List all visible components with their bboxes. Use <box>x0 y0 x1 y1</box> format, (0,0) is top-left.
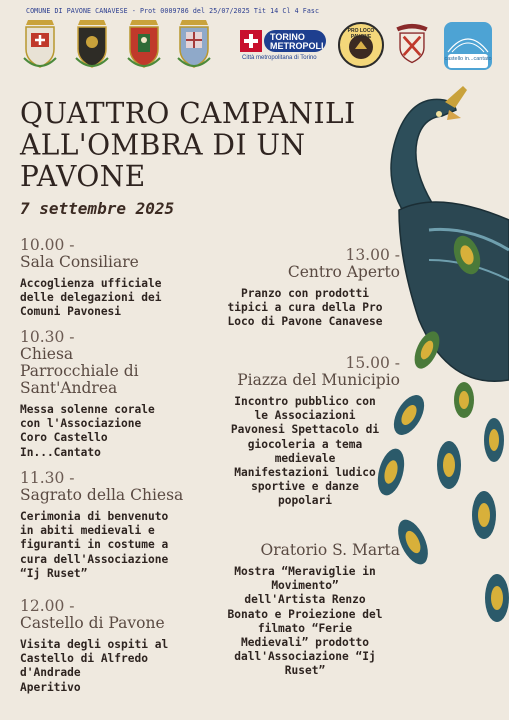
event-oratorio <box>210 542 400 679</box>
title-line-2: ALL'OMBRA DI UN <box>20 127 306 163</box>
event-place: Oratorio S. Marta <box>260 541 400 559</box>
event-description <box>20 638 220 695</box>
event-time: 13.00 - <box>345 246 400 264</box>
torino-metropoli-name: TORINO METROPOLI <box>270 32 324 51</box>
desc-line: Castello di Alfredo <box>20 652 148 666</box>
desc-line: Pranzo con prodotti <box>241 287 369 300</box>
event-time: 12.00 - <box>20 597 75 615</box>
desc-line: Pavonesi Spettacolo di <box>230 423 380 437</box>
desc-line: Bonato e Proiezione del <box>227 607 383 621</box>
protocol-stamp: COMUNE DI PAVONE CANAVESE - Prot 0009786 del 25/07/2025 Tit 14 Cl 4 Fasc <box>26 7 320 15</box>
title-line-3: PAVONE <box>20 158 146 194</box>
event-description <box>210 287 400 330</box>
event-place: Centro Aperto <box>287 263 400 281</box>
pavone-crest-icon <box>20 18 60 74</box>
desc-line: dell'Artista Renzo <box>244 593 366 607</box>
desc-line: medievale <box>274 451 336 465</box>
desc-line: Comuni Pavonesi <box>20 305 122 319</box>
desc-line: “Ij Ruset” <box>20 566 88 580</box>
desc-line: Messa solenne corale <box>20 403 155 416</box>
desc-line: Visita degli ospiti al <box>20 638 169 651</box>
event-1200 <box>20 598 220 695</box>
castle-crest-icon <box>391 22 433 68</box>
event-place: Sala Consiliare <box>20 253 139 271</box>
desc-line: filmato “Ferie <box>257 621 353 635</box>
desc-line: Accoglienza ufficiale <box>20 277 162 290</box>
event-1000 <box>20 237 210 320</box>
event-description <box>20 277 210 320</box>
desc-line: popolari <box>278 494 332 508</box>
title-line-1: QUATTRO CAMPANILI <box>20 95 356 131</box>
desc-line: figuranti in costume a <box>20 538 169 552</box>
event-place: Piazza del Municipio <box>237 371 400 389</box>
desc-line: Mostra “Meraviglie in <box>234 565 376 578</box>
castello-incantato-logo <box>444 22 492 68</box>
event-date: 7 settembre 2025 <box>20 199 175 218</box>
event-place: Castello di Pavone <box>20 614 165 632</box>
samone-crest-icon <box>174 18 214 74</box>
desc-line: dall'Associazione “Ij <box>234 650 376 664</box>
logos-row <box>18 18 498 76</box>
colleretto-crest-icon <box>124 18 164 74</box>
pro-loco-text: PRO LOCO PAVONE <box>347 28 375 40</box>
desc-line: le Associazioni <box>254 409 356 423</box>
desc-line: con l'Associazione <box>20 417 142 431</box>
desc-line: Movimento” <box>271 579 339 593</box>
event-time: 10.00 - <box>20 236 75 254</box>
desc-line: cura dell'Associazione <box>20 552 169 566</box>
event-1130 <box>20 470 220 581</box>
event-time: 11.30 - <box>20 469 75 487</box>
banchette-crest-icon <box>72 18 112 74</box>
event-description <box>20 403 170 460</box>
desc-line: delle delegazioni dei <box>20 291 162 305</box>
desc-line: Aperitivo <box>20 680 81 694</box>
desc-line: Incontro pubblico con <box>234 395 376 408</box>
desc-line: tipici a cura della Pro <box>227 301 383 315</box>
event-place: Sagrato della Chiesa <box>20 486 184 504</box>
desc-line: in abiti medievali e <box>20 524 155 538</box>
castello-text: castello in...cantato <box>444 56 492 62</box>
desc-line: sportive e danze <box>251 480 359 494</box>
event-time: 15.00 - <box>345 354 400 372</box>
desc-line: In...Cantato <box>20 445 101 459</box>
event-1030 <box>20 329 170 460</box>
event-description <box>210 565 400 679</box>
desc-line: Medievali” prodotto <box>241 636 369 650</box>
pro-loco-logo <box>338 22 384 68</box>
event-1500 <box>210 355 400 509</box>
torino-metropoli-logo <box>240 28 328 66</box>
desc-line: Manifestazioni ludico <box>234 466 376 480</box>
castello-incantato-icon <box>444 22 492 70</box>
event-description <box>210 395 400 509</box>
desc-line: d'Andrade <box>20 666 81 680</box>
desc-line: Coro Castello <box>20 431 108 445</box>
torino-metropoli-sub: Città metropolitana di Torino <box>242 55 317 61</box>
desc-line: Ruset” <box>284 664 326 678</box>
desc-line: Loco di Pavone Canavese <box>227 315 383 329</box>
event-time: 10.30 - <box>20 328 75 346</box>
event-description <box>20 510 220 581</box>
poster-title <box>20 95 380 194</box>
event-1300 <box>210 247 400 330</box>
event-place: Chiesa Parrocchiale di Sant'Andrea <box>20 345 139 397</box>
desc-line: giocoleria a tema <box>247 437 363 451</box>
desc-line: Cerimonia di benvenuto <box>20 510 169 523</box>
